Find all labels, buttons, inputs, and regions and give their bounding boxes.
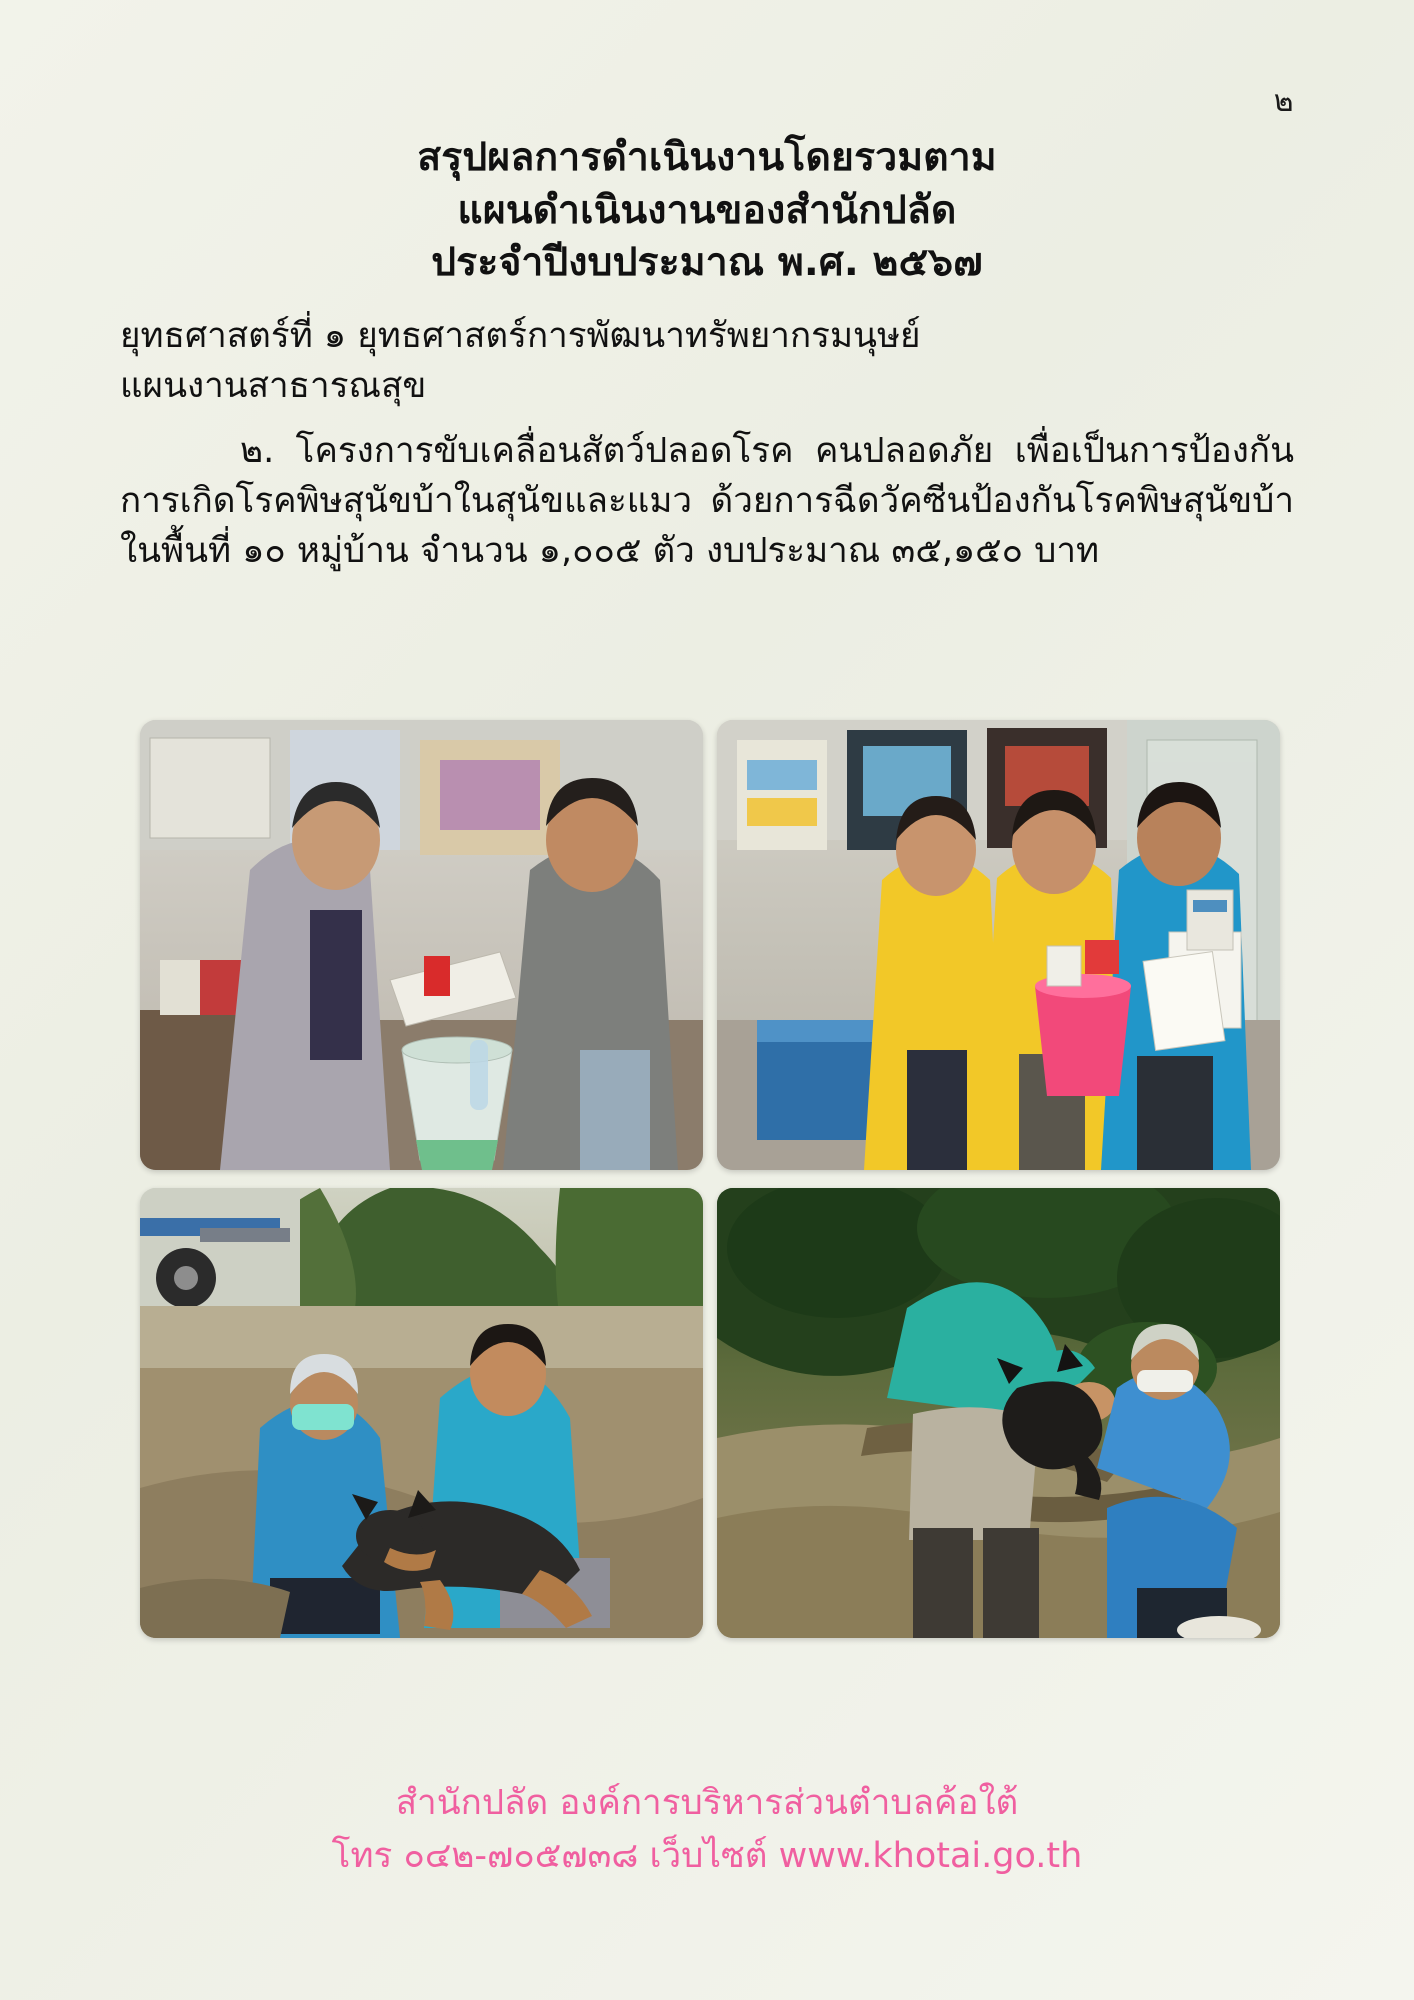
project-heading: ๒. โครงการขับเคลื่อนสัตว์ปลอดโรค คนปลอดภัย <box>240 431 994 472</box>
title-line-1: สรุปผลการดำเนินงานโดยรวมตาม <box>417 135 997 180</box>
page-number: ๒ <box>1273 84 1294 119</box>
photo-grid <box>140 720 1280 1638</box>
photo-vaccinating-dog-tree <box>717 1188 1280 1638</box>
title-line-3: ประจำปีงบประมาณ พ.ศ. ๒๕๖๗ <box>431 240 983 286</box>
plan-line: แผนงานสาธารณสุข <box>120 365 427 406</box>
project-paragraph <box>120 427 1294 576</box>
photo-vaccinating-dog-ground-image <box>140 1188 703 1638</box>
photo-vaccinating-dog-tree-image <box>717 1188 1280 1638</box>
photo-handover-office-image <box>140 720 703 1170</box>
strategy-line: ยุทธศาสตร์ที่ ๑ ยุทธศาสตร์การพัฒนาทรัพยากรมนุษย์ <box>120 315 921 356</box>
project-detail: เพื่อเป็นการป้องกันการเกิดโรคพิษสุนัขบ้าในสุนัขและแมว ด้วยการฉีดวัคซีนป้องกันโรคพิษสุนัขบ้าในพื้นที่ ๑๐ หมู่บ้าน จำนวน ๑,๐๐๕ ตัว งบประมาณ ๓๕,๑๕๐ บาท <box>120 431 1294 571</box>
photo-group-receiving <box>717 720 1280 1170</box>
photo-handover-office <box>140 720 703 1170</box>
footer-contact-line: โทร ๐๔๒-๗๐๕๗๓๘ เว็บไซต์ www.khotai.go.th <box>331 1835 1083 1876</box>
photo-vaccinating-dog-ground <box>140 1188 703 1638</box>
title-line-2: แผนดำเนินงานของสำนักปลัด <box>457 187 957 233</box>
body-text <box>120 312 1294 576</box>
photo-group-receiving-image <box>717 720 1280 1170</box>
footer-office-line: สำนักปลัด องค์การบริหารส่วนตำบลค้อใต้ <box>395 1783 1019 1823</box>
page-title <box>120 0 1294 290</box>
footer <box>0 1777 1414 1882</box>
